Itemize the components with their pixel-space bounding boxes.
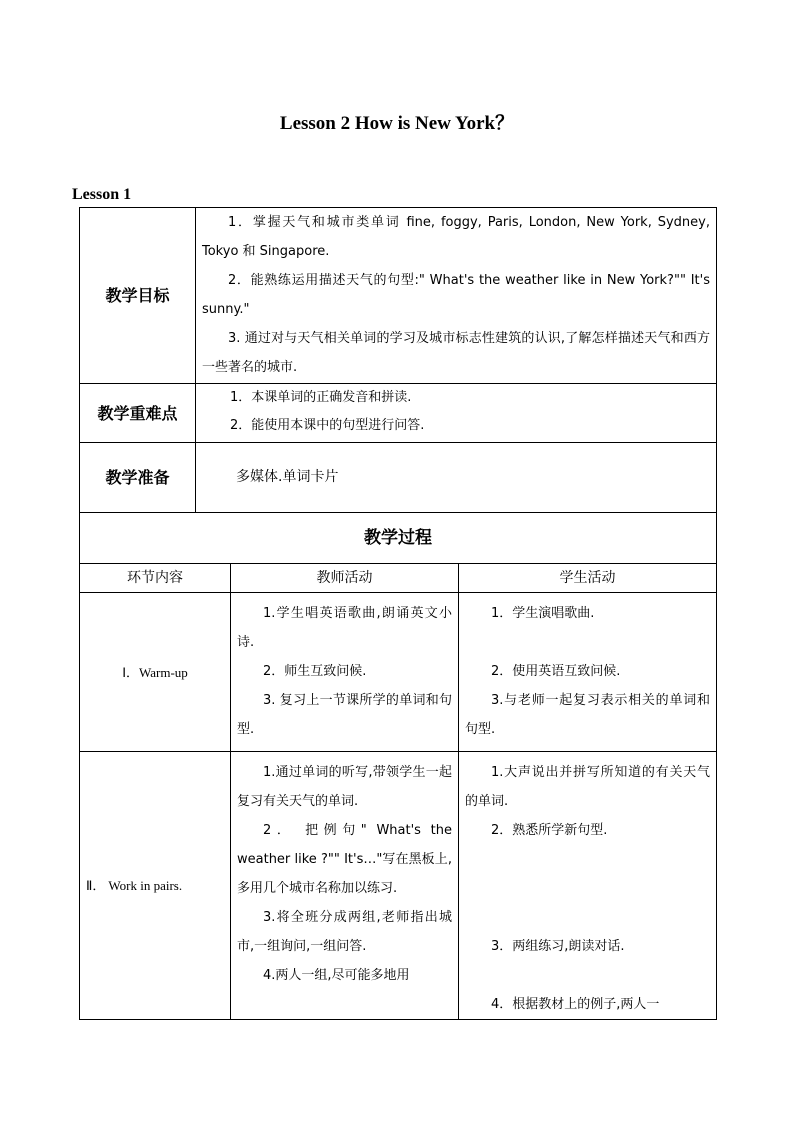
student-step: 3．两组练习,朗读对话.: [491, 939, 625, 954]
teacher-step: 3.将全班分成两组,老师指出城市,一组询问,一组问答.: [237, 910, 452, 954]
key-points-row: [80, 384, 717, 443]
stage-row: [80, 593, 717, 752]
column-header: 环节内容: [80, 564, 231, 593]
student-step: 4．根据教材上的例子,两人一: [491, 997, 660, 1012]
process-columns-row: [80, 564, 717, 593]
lesson-plan-table: [79, 207, 717, 1020]
teacher-step: 2． 把例句" What's the weather like ?"" It's…"写在黑板上, 多用几个城市名称加以练习.: [237, 823, 452, 896]
column-header: 教师活动: [231, 564, 459, 593]
student-step: 3.与老师一起复习表示相关的单词和句型.: [465, 693, 710, 737]
objective-item: 2．能熟练运用描述天气的句型:" What's the weather like in New York?"" It's sunny.": [202, 273, 710, 317]
objective-item: 1．掌握天气和城市类单词 fine, foggy, Paris, London, New York, Sydney, Tokyo 和 Singapore.: [202, 215, 710, 259]
process-heading-row: [80, 513, 717, 564]
key-points-content: [196, 384, 717, 443]
student-step: 1．学生演唱歌曲.: [491, 606, 595, 621]
preparation-content: [196, 443, 717, 513]
objectives-label: 教学目标: [80, 208, 196, 384]
lesson-label: Lesson 1: [72, 186, 132, 203]
process-heading: 教学过程: [80, 513, 717, 564]
teacher-step: 4.两人一组,尽可能多地用: [263, 968, 410, 983]
objective-item: 3. 通过对与天气相关单词的学习及城市标志性建筑的认识,了解怎样描述天气和西方一些著名的城市.: [202, 331, 710, 375]
stage-name: Ⅰ．Warm-up: [80, 593, 231, 752]
page-title: Lesson 2 How is New York？: [279, 113, 515, 134]
teacher-step: 2．师生互致问候.: [263, 664, 367, 679]
objectives-content: [196, 208, 717, 384]
teacher-step: 3. 复习上一节课所学的单词和句型.: [237, 693, 452, 737]
preparation-row: [80, 443, 717, 513]
stage-row: [80, 752, 717, 1020]
key-points-label: 教学重难点: [80, 384, 196, 443]
student-activity: [459, 593, 717, 752]
stage-name: Ⅱ． Work in pairs.: [80, 752, 231, 1020]
teacher-activity: [231, 593, 459, 752]
key-point-item: 1．本课单词的正确发音和拼读.: [230, 390, 412, 405]
preparation-text: 多媒体.单词卡片: [236, 469, 339, 485]
student-step: 2．熟悉所学新句型.: [491, 823, 608, 838]
teacher-step: 1.学生唱英语歌曲,朗诵英文小诗.: [237, 606, 452, 650]
student-activity: [459, 752, 717, 1020]
student-step: 1.大声说出并拼写所知道的有关天气的单词.: [465, 765, 710, 809]
student-step: 2．使用英语互致问候.: [491, 664, 621, 679]
column-header: 学生活动: [459, 564, 717, 593]
teacher-activity: [231, 752, 459, 1020]
objectives-row: [80, 208, 717, 384]
teacher-step: 1.通过单词的听写,带领学生一起复习有关天气的单词.: [237, 765, 452, 809]
key-point-item: 2．能使用本课中的句型进行问答.: [230, 418, 425, 433]
preparation-label: 教学准备: [80, 443, 196, 513]
